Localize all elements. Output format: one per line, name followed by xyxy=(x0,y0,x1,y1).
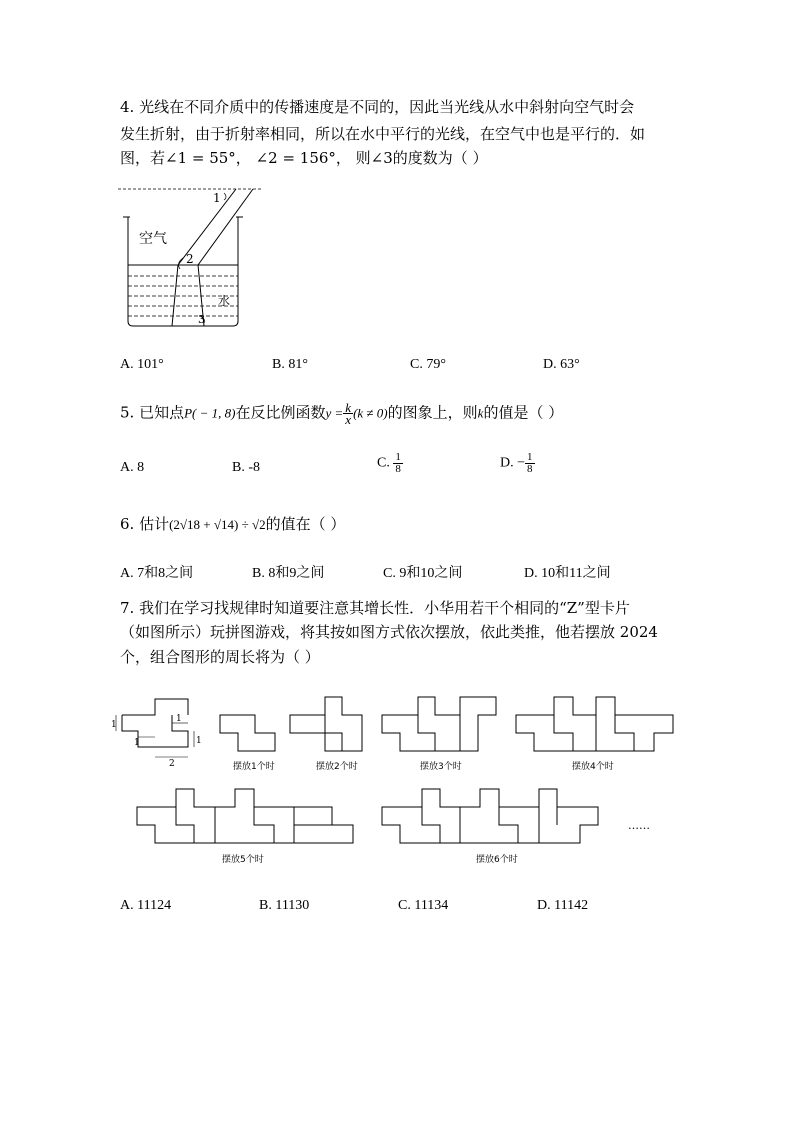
q5-func-fraction xyxy=(343,402,353,425)
q5-option-d xyxy=(500,452,535,475)
q4-option-d: D. 63° xyxy=(543,357,580,372)
z-card-pattern-figure xyxy=(110,685,685,870)
q4-line2: 发生折射，由于折射率相同，所以在水中平行的光线，在空气中也是平行的．如 xyxy=(120,125,646,143)
dim-label-2: 2 xyxy=(169,759,175,769)
q5-func-num: k xyxy=(345,400,352,415)
caption-1: 摆放1个时 xyxy=(233,762,275,772)
q5-func-lhs: y = xyxy=(325,405,344,421)
q5-end: 的值是（ ） xyxy=(483,403,564,422)
q5-option-d-fraction xyxy=(525,452,535,475)
q6-suffix: 的值在（ ） xyxy=(265,515,346,533)
angle-1-label: 1 xyxy=(213,191,221,205)
angle-3-label: 3 xyxy=(198,313,205,326)
q5-option-d-num: 1 xyxy=(527,451,533,463)
q5-stem xyxy=(120,402,563,425)
q6-option-c: C. 9和10之间 xyxy=(383,566,463,581)
pattern-ellipsis: …… xyxy=(628,819,650,832)
q6-expr: (2√18 + √14) ÷ √2 xyxy=(169,517,266,532)
angle-2-label: 2 xyxy=(186,252,194,266)
q5-prefix: 5. 已知点 xyxy=(120,403,185,422)
q7-line2: （如图所示）玩拼图游戏，将其按如图方式依次摆放，依此类推，他若摆放 2024 xyxy=(120,623,658,641)
q4-option-c: C. 79° xyxy=(410,357,446,372)
q4-option-b: B. 81° xyxy=(272,357,308,372)
water-label: 水 xyxy=(218,294,231,308)
q4-line3: 图，若∠1 = 55°， ∠2 = 156°， 则∠3的度数为（ ） xyxy=(120,149,488,167)
caption-6: 摆放6个时 xyxy=(476,855,518,865)
q7-line1: 7. 我们在学习找规律时知道要注意其增长性．小华用若干个相同的“Z”型卡片 xyxy=(120,599,630,617)
q4-option-a: A. 101° xyxy=(120,357,164,372)
q5-option-c xyxy=(377,452,403,475)
q5-suffix: 的图象上，则 xyxy=(387,403,478,422)
q5-option-c-fraction xyxy=(393,452,403,475)
air-label: 空气 xyxy=(139,231,167,247)
caption-4: 摆放4个时 xyxy=(572,762,614,772)
q5-option-c-den: 8 xyxy=(395,463,401,475)
q5-func-den: x xyxy=(345,412,352,427)
q5-option-c-num: 1 xyxy=(395,451,401,463)
q6-stem xyxy=(120,514,345,535)
q5-option-d-label: D. xyxy=(500,455,514,471)
q6-option-b: B. 8和9之间 xyxy=(252,566,325,581)
q5-point: P( − 1, 8) xyxy=(184,405,236,421)
caption-3: 摆放3个时 xyxy=(420,762,462,772)
q4-line1: 4. 光线在不同介质中的传播速度是不同的，因此当光线从水中斜射向空气时会 xyxy=(120,98,635,116)
q6-prefix: 6. 估计 xyxy=(120,515,170,533)
caption-2: 摆放2个时 xyxy=(316,762,358,772)
q5-option-d-den: 8 xyxy=(527,463,533,475)
dim-label-1c: 1 xyxy=(176,714,182,724)
q5-option-b: B. -8 xyxy=(232,460,260,475)
dim-label-1b: 1 xyxy=(134,738,140,748)
refraction-beaker-figure xyxy=(118,183,268,333)
q5-mid: 在反比例函数 xyxy=(235,403,326,422)
q7-option-c: C. 11134 xyxy=(398,898,449,913)
dim-label-1a: 1 xyxy=(111,720,117,730)
caption-5: 摆放5个时 xyxy=(222,855,264,865)
q7-option-d: D. 11142 xyxy=(537,898,589,913)
dim-label-1d: 1 xyxy=(196,736,202,746)
q6-option-d: D. 10和11之间 xyxy=(524,566,611,581)
q5-option-a: A. 8 xyxy=(120,460,145,475)
q5-func-cond: (k ≠ 0) xyxy=(353,405,388,421)
q5-option-c-label: C. xyxy=(377,455,390,471)
q7-option-b: B. 11130 xyxy=(259,898,310,913)
q7-option-a: A. 11124 xyxy=(120,898,172,913)
q7-line3: 个，组合图形的周长将为（ ） xyxy=(120,648,320,666)
q6-option-a: A. 7和8之间 xyxy=(120,566,194,581)
q5-option-d-sign: − xyxy=(517,455,526,471)
q5-k: k xyxy=(477,405,484,421)
